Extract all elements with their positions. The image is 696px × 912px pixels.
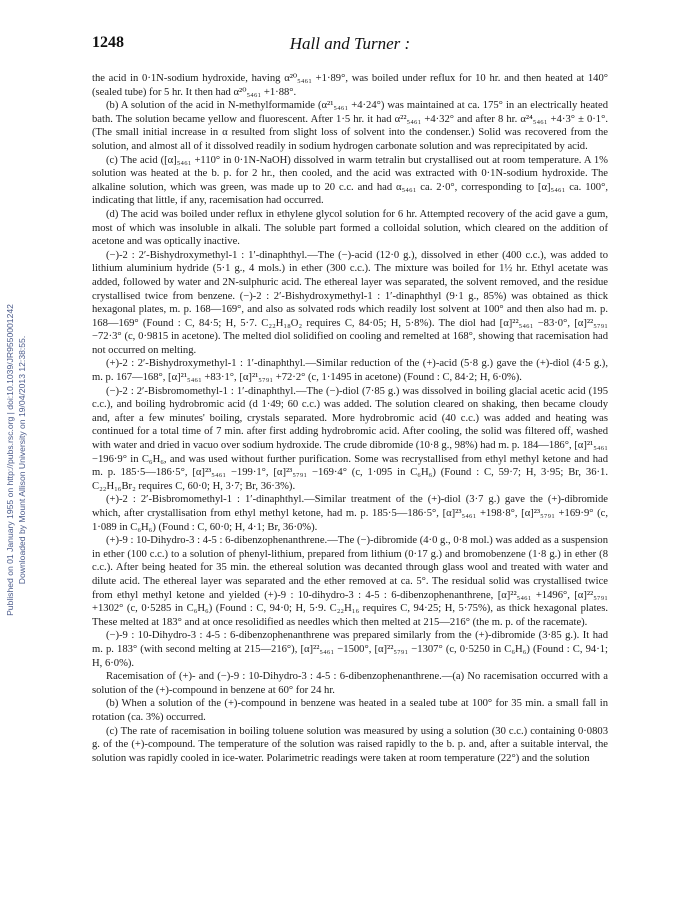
paragraph: (+)-2 : 2′-Bisbromomethyl-1 : 1′-dinaphthyl.—Similar treatment of the (+)-diol (3·7 g.) gave the (+)-dibromide which, after crystallisation from ethyl methyl ketone, had m. p. 185·5—186·5°, [α]²³₅₄₆₁ +198·8°, [α]²³₅₇₉₁ +169·9° (c, 1·089 in C₆H₆) (Found : C, 60·0; H, 4·1; Br, 36·0%). xyxy=(92,494,608,533)
paragraph: (+)-2 : 2′-Bishydroxymethyl-1 : 1′-dinaphthyl.—Similar reduction of the (+)-acid (5·8 g.) gave the (+)-diol (4·5 g.), m. p. 167—168°, [α]²¹₅₄₆₁ +83·1°, [α]²¹₅₇₉₁ +72·2° (c, 1·1495 in acetone) (Found : C, 84·2; H, 6·0%). xyxy=(92,358,608,384)
paragraph: (c) The acid ([α]₅₄₆₁ +110° in 0·1N-NaOH) dissolved in warm tetralin but crystallised out at room temperature. A 1% solution was heated at the b. p. for 2 hr., then cooled, and the acid was extracted with 0·1N-sodium hydroxide. The alkaline solution, which was green, was made up to 20 c.c. and had α₅₄₆₁ ca. 2·0°, corresponding to [α]₅₄₆₁ ca. 100°, indicating that little, if any, racemisation had occurred. xyxy=(92,154,608,207)
paragraph: (+)-9 : 10-Dihydro-3 : 4-5 : 6-dibenzophenanthrene.—The (−)-dibromide (4·0 g., 0·8 mol.) was added as a suspension in ether (100 c.c.) to a solution of phenyl-lithium, prepared from lithium (0·17 g.) and bromobenzene (1·8 g.) in ether (8 c.c.). After being heated for 35 min. the ethereal solution was decanted through glass wool and treated with water and dilute acid. The ethereal layer was separated and the ether removed at ca. 5°. The residual solid was crystallised twice from ethyl methyl ketone and yielded (+)-9 : 10-dihydro-3 : 4-5 : 6-dibenzophenanthrene, [α]²²₅₄₆₁ +1496°, [α]²²₅₇₉₁ +1302° (c, 0·5285 in C₆H₆) (Found : C, 94·0; H, 5·9. C₂₂H₁₆ requires C, 94·25; H, 5·75%), as thick hexagonal plates. These melted at 183° and at once resolidified as needles which then melted at 215—216° (the m. p. of the racemate). xyxy=(92,535,608,628)
download-notice xyxy=(2,150,42,770)
paragraph: (−)-9 : 10-Dihydro-3 : 4-5 : 6-dibenzophenanthrene was prepared similarly from the (+)-dibromide (3·85 g.). It had m. p. 183° (with second melting at 215—216°), [α]²²₅₄₆₁ −1500°, [α]²²₅₇₉₁ −1307° (c, 0·5250 in C₆H₆) (Found : C, 94·1; H, 6·0%). xyxy=(92,630,608,669)
page-number: 1248 xyxy=(92,34,124,51)
paragraph: the acid in 0·1N-sodium hydroxide, having α²⁰₅₄₆₁ +1·89°, was boiled under reflux for 10 hr. and then heated at 140° (sealed tube) for 5 hr. It then had α²⁰₅₄₆₁ +1·88°. xyxy=(92,73,608,98)
paragraph: (−)-2 : 2′-Bishydroxymethyl-1 : 1′-dinaphthyl.—The (−)-acid (12·0 g.), dissolved in ether (400 c.c.), was added to lithium aluminium hydride (5·1 g., 4 mols.) in ether (300 c.c.). The mixture was boiled for 1½ hr. Ethyl acetate was added, followed by water and 2N-sulphuric acid. The ethereal layer was separated, the solvent removed, and the residue crystallised twice from benzene. (−)-2 : 2′-Bishydroxymethyl-1 : 1′-dinaphthyl (9·1 g., 85%) was obtained as thick hexagonal plates, m. p. 168—169°, and also as solvated rods which readily lost solvent at 100° and then also had m. p. 168—169° (Found : C, 84·5; H, 5·7. C₂₂H₁₈O₂ requires C, 84·05; H, 5·8%). The diol had [α]²²₅₄₆₁ −83·0°, [α]²²₅₇₉₁ −72·3° (c, 0·9815 in acetone). The melted diol solidified on cooling and remelted at 168°, showing that racemisation had not occurred on melting. xyxy=(92,249,608,356)
download-notice-published: Published on 01 January 1955 on http://pubs.rsc.org | doi:10.1039/JR9550001242 xyxy=(5,304,15,616)
paragraph: (c) The rate of racemisation in boiling toluene solution was measured by using a solution (30 c.c.) containing 0·0803 g. of the (+)-compound. The temperature of the solution was raised rapidly to the b. p. and, after a suitable interval, the solution was rapidly cooled in ice-water. Polarimetric readings were taken at room temperature (22°) and the solution xyxy=(92,725,608,764)
paragraph: (−)-2 : 2′-Bisbromomethyl-1 : 1′-dinaphthyl.—The (−)-diol (7·85 g.) was dissolved in boiling glacial acetic acid (195 c.c.), and boiling hydrobromic acid (d 1·49; 60 c.c.) was added. The solution cleared on shaking, then became cloudy and, after a few minutes' boiling, crystals separated. More hydrobromic acid (40 c.c.) was added and heating was continued for a total time of 7 min. after first adding hydrobromic acid. After cooling, the solid was filtered off, washed with water and dried in vacuo over sodium hydroxide. The crude dibromide (10·8 g., 98%) had m. p. 184—186°, [α]²¹₅₄₆₁ −196·9° in C₆H₆, and was used without further purification. Some was recrystallised from ethyl methyl ketone and had m. p. 185·5—186·5°, [α]²³₅₄₆₁ −199·1°, [α]²³₅₇₉₁ −169·4° (c, 1·095 in C₆H₆) (Found : C, 59·7; H, 3·95; Br, 36·1. C₂₂H₁₆Br₂ requires C, 60·0; H, 3·7; Br, 36·3%). xyxy=(92,385,608,492)
paragraph: Racemisation of (+)- and (−)-9 : 10-Dihydro-3 : 4-5 : 6-dibenzophenanthrene.—(a) No racemisation occurred with a solution of the (+)-compound in benzene at 60° for 24 hr. xyxy=(92,671,608,696)
download-notice-downloaded: Downloaded by Mount Allison University on 19/04/2013 12:38:55. xyxy=(17,335,27,585)
paragraph: (b) A solution of the acid in N-methylformamide (α²¹₅₄₆₁ +4·24°) was maintained at ca. 175° in an electrically heated bath. The solution became yellow and fluorescent. After 1·5 hr. it had α²²₅₄₆₁ +4·32° and after 8 hr. α²⁴₅₄₆₁ +4·3° ± 0·1°. (The small initial increase in α resulted from slight loss of solvent into the condenser.) Solid was recovered from the solution, and almost all of it dissolved readily in sodium hydrogen carbonate solution and was reprecipitated by acid. xyxy=(92,100,608,152)
paragraph: (d) The acid was boiled under reflux in ethylene glycol solution for 6 hr. Attempted recovery of the acid gave a gum, most of which was insoluble in alkali. The soluble part formed a colloidal solution, which cleared on the addition of acetone and was optically inactive. xyxy=(92,208,608,248)
paragraph: (b) When a solution of the (+)-compound in benzene was heated in a sealed tube at 100° for 35 min. a small fall in rotation (ca. 3%) occurred. xyxy=(92,698,608,723)
article-body xyxy=(92,72,608,765)
running-head: Hall and Turner : xyxy=(289,34,411,53)
page-header xyxy=(92,34,608,56)
